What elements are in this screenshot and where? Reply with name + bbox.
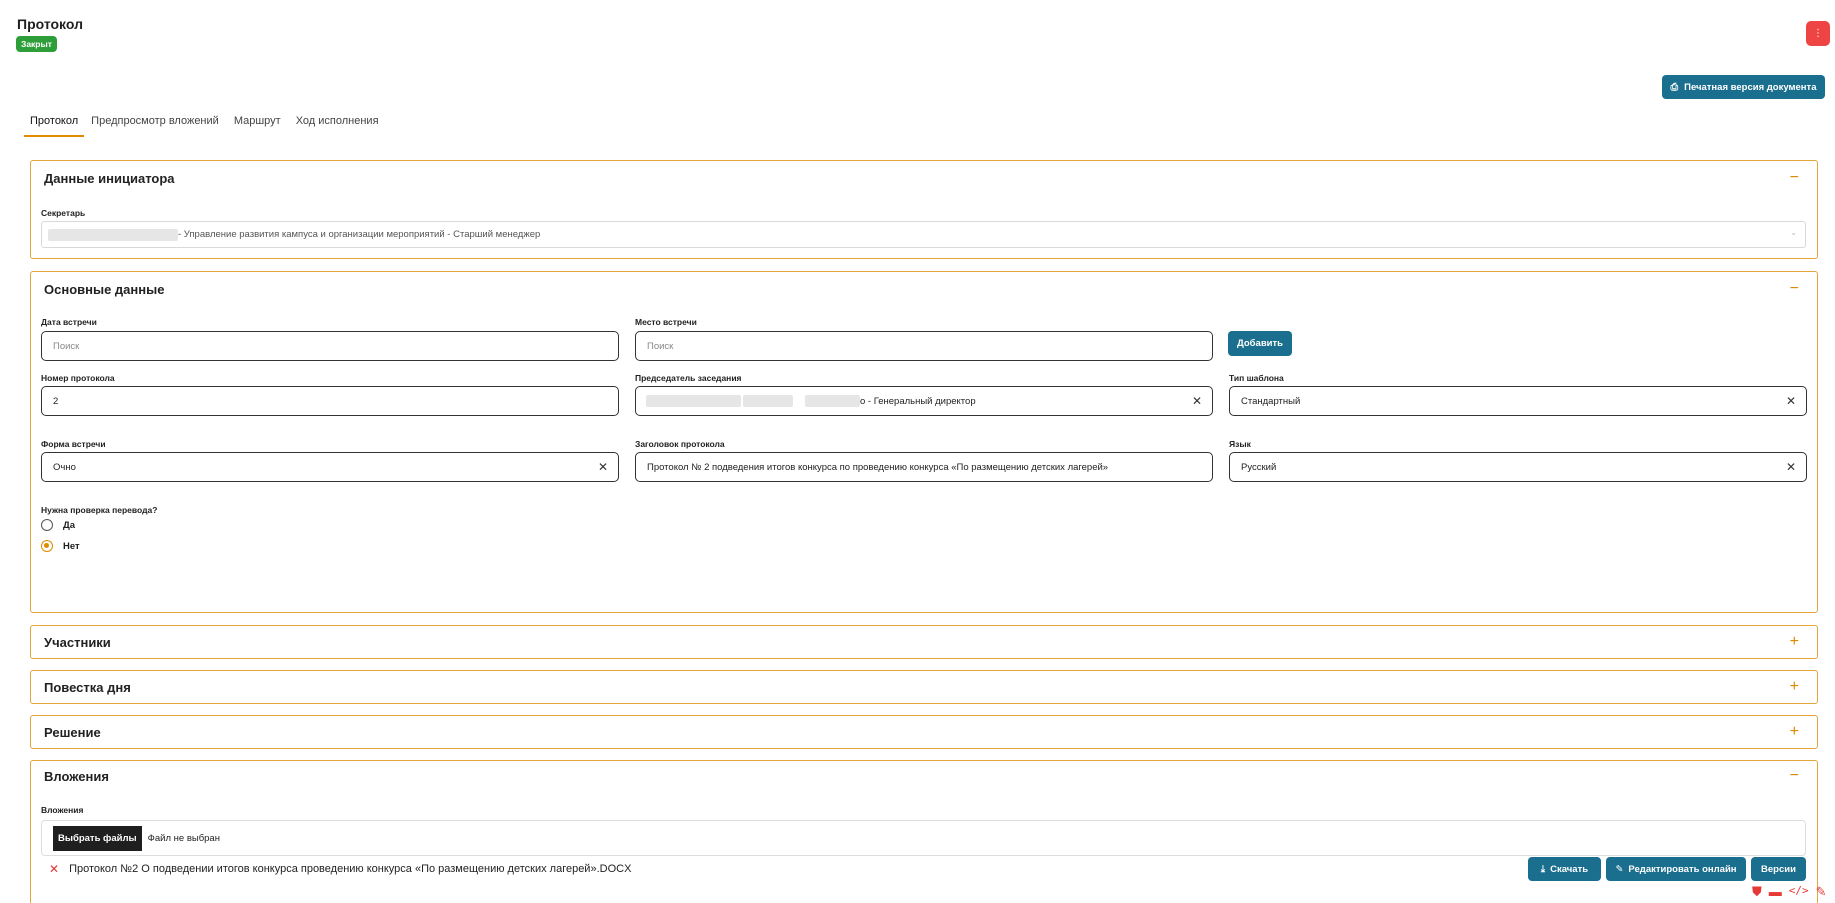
tab-route[interactable]: Маршрут bbox=[233, 115, 281, 127]
meeting-form-value: Очно bbox=[53, 461, 76, 473]
choose-files-button[interactable]: Выбрать файлы bbox=[53, 826, 142, 851]
chairman-select[interactable] bbox=[635, 386, 1213, 416]
chevron-down-icon: ⌄ bbox=[1790, 228, 1797, 237]
expand-icon[interactable]: + bbox=[1789, 633, 1799, 650]
template-type-select[interactable] bbox=[1229, 386, 1807, 416]
meeting-form-label: Форма встречи bbox=[41, 439, 106, 449]
radio-yes-circle[interactable] bbox=[41, 519, 53, 531]
meeting-place-label: Место встречи bbox=[635, 317, 697, 327]
edit-online-button[interactable] bbox=[1606, 857, 1746, 881]
redacted-name bbox=[646, 395, 741, 407]
no-file-text: Файл не выбран bbox=[147, 832, 220, 844]
translation-question: Нужна проверка перевода? bbox=[41, 505, 158, 515]
shield-icon[interactable]: ⛊ bbox=[1752, 884, 1762, 899]
print-icon: ⎙ bbox=[1670, 81, 1679, 93]
collapse-icon[interactable]: − bbox=[1789, 280, 1799, 297]
print-version-button[interactable] bbox=[1662, 75, 1825, 99]
section-initiator bbox=[30, 160, 1818, 259]
section-agenda-title[interactable]: Повестка дня bbox=[44, 680, 131, 695]
code-icon[interactable]: </> bbox=[1788, 884, 1809, 897]
meeting-place-input[interactable]: Поиск bbox=[635, 331, 1213, 361]
redacted-name bbox=[805, 395, 860, 407]
clear-icon[interactable]: ✕ bbox=[1785, 394, 1796, 408]
note-edit-icon[interactable]: ✎ bbox=[1815, 884, 1827, 899]
section-agenda[interactable] bbox=[30, 670, 1818, 704]
protocol-title-input[interactable]: Протокол № 2 подведения итогов конкурса по проведению конкурса «По размещению детских лагерей» bbox=[635, 452, 1213, 482]
section-decision-title[interactable]: Решение bbox=[44, 725, 101, 740]
protocol-number-label: Номер протокола bbox=[41, 373, 115, 383]
edit-online-label: Редактировать онлайн bbox=[1628, 863, 1737, 875]
section-attachments-title[interactable]: Вложения bbox=[44, 769, 109, 784]
radio-no-circle[interactable] bbox=[41, 540, 53, 552]
expand-icon[interactable]: + bbox=[1789, 678, 1799, 695]
section-initiator-title[interactable]: Данные инициатора bbox=[44, 171, 175, 186]
secretary-label: Секретарь bbox=[41, 208, 86, 218]
attachment-item bbox=[49, 862, 631, 876]
radio-no-label: Нет bbox=[63, 540, 80, 552]
redacted-name bbox=[743, 395, 793, 407]
tab-attachments-preview[interactable]: Предпросмотр вложений bbox=[91, 115, 219, 127]
meeting-form-select[interactable] bbox=[41, 452, 619, 482]
more-vertical-icon: ⋮ bbox=[1813, 28, 1823, 39]
page-title: Протокол bbox=[17, 16, 83, 32]
language-label: Язык bbox=[1229, 439, 1251, 449]
attachment-file-name[interactable]: Протокол №2 О подведении итогов конкурса проведению конкурса «По размещению детских лагерей».DOCX bbox=[69, 863, 632, 875]
section-main-title[interactable]: Основные данные bbox=[44, 282, 165, 297]
status-badge: Закрыт bbox=[16, 36, 57, 52]
section-decision[interactable] bbox=[30, 715, 1818, 749]
tab-protocol[interactable]: Протокол bbox=[24, 113, 84, 137]
clear-icon[interactable]: ✕ bbox=[1785, 460, 1796, 474]
radio-no[interactable] bbox=[41, 540, 80, 552]
redacted-name bbox=[48, 229, 178, 241]
file-input[interactable] bbox=[41, 820, 1806, 856]
chairman-value: о - Генеральный директор bbox=[860, 395, 976, 407]
chairman-label: Председатель заседания bbox=[635, 373, 742, 383]
language-select[interactable] bbox=[1229, 452, 1807, 482]
corner-toolbar bbox=[1752, 884, 1827, 900]
clear-icon[interactable]: ✕ bbox=[597, 460, 608, 474]
section-participants[interactable] bbox=[30, 625, 1818, 659]
section-participants-title[interactable]: Участники bbox=[44, 635, 111, 650]
edit-icon: ✎ bbox=[1615, 863, 1624, 875]
clear-icon[interactable]: ✕ bbox=[1191, 394, 1202, 408]
secretary-select[interactable] bbox=[41, 221, 1806, 248]
download-label: Скачать bbox=[1550, 863, 1589, 875]
template-type-label: Тип шаблона bbox=[1229, 373, 1284, 383]
remove-attachment-icon[interactable]: ✕ bbox=[49, 862, 60, 876]
protocol-number-input[interactable]: 2 bbox=[41, 386, 619, 416]
radio-yes-label: Да bbox=[63, 519, 76, 531]
collapse-icon[interactable]: − bbox=[1789, 169, 1799, 186]
protocol-title-label: Заголовок протокола bbox=[635, 439, 725, 449]
meeting-date-input[interactable]: Поиск bbox=[41, 331, 619, 361]
monitor-icon[interactable]: ▬ bbox=[1768, 884, 1782, 899]
add-place-button[interactable]: Добавить bbox=[1228, 331, 1292, 356]
tab-execution[interactable]: Ход исполнения bbox=[295, 115, 379, 127]
expand-icon[interactable]: + bbox=[1789, 723, 1799, 740]
language-value: Русский bbox=[1241, 461, 1277, 473]
print-version-label: Печатная версия документа bbox=[1684, 81, 1817, 93]
radio-yes[interactable] bbox=[41, 519, 75, 531]
more-menu-button[interactable] bbox=[1806, 21, 1830, 46]
versions-label: Версии bbox=[1761, 863, 1796, 875]
tab-bar bbox=[24, 113, 387, 137]
download-button[interactable] bbox=[1528, 857, 1601, 881]
section-main-data bbox=[30, 271, 1818, 613]
download-icon: ⤓ bbox=[1540, 863, 1546, 875]
versions-button[interactable] bbox=[1751, 857, 1806, 881]
secretary-value: - Управление развития кампуса и организации мероприятий - Старший менеджер bbox=[178, 229, 541, 240]
attachments-label: Вложения bbox=[41, 805, 84, 815]
collapse-icon[interactable]: − bbox=[1789, 767, 1799, 784]
template-type-value: Стандартный bbox=[1241, 395, 1301, 407]
meeting-date-label: Дата встречи bbox=[41, 317, 97, 327]
